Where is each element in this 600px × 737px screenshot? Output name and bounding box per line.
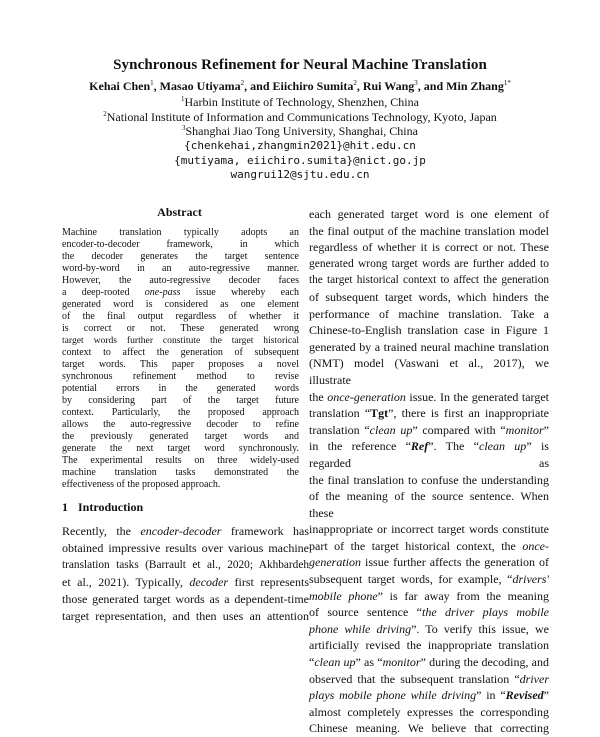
abstract-line: word-by-word in an auto-regressive manner. (62, 263, 299, 274)
body-line: part of the target historical context, the once- (309, 538, 549, 553)
abstract-line (62, 287, 299, 299)
abstract-text: a deep-rooted (62, 287, 145, 298)
affiliation (0, 110, 600, 125)
affiliation (0, 124, 600, 139)
author-affil-mark: 2 (240, 79, 245, 87)
abstract-line: is correct or not. These generated wrong (62, 323, 299, 334)
abstract-line: potential errors in the generated words (62, 383, 299, 394)
right-column-body (309, 206, 549, 737)
email-line: {mutiyama, eiichiro.sumita}@nict.go.jp (174, 154, 426, 167)
abstract-line: context. Particularly, the proposed approach (62, 407, 299, 418)
author-separator: , and (244, 79, 273, 93)
body-line: of the meaning of the source sentence. When these (309, 489, 549, 520)
intro-line: et al., 2021). Typically, decoder first represents (62, 575, 310, 589)
affiliation-text: Harbin Institute of Technology, Shenzhen, China (184, 95, 419, 109)
abstract-line: target words further constitute the target historical (62, 335, 299, 346)
body-line: generated by a trained neural machine translation (309, 339, 549, 354)
body-line: translation “Tgt”, there is first an inappropriate (309, 406, 549, 421)
intro-line: Recently, the encoder-decoder framework has (62, 524, 310, 538)
abstract-body (62, 227, 299, 491)
body-line: inappropriate or incorrect target words constitute (309, 522, 549, 537)
body-line: generated wrong target words are further added to (309, 257, 549, 270)
author-list (0, 79, 600, 94)
email-line: {chenkehai,zhangmin2021}@hit.edu.cn (184, 139, 416, 152)
author-name: Eiichiro Sumita (272, 79, 354, 93)
author-name: Kehai Chen (89, 79, 151, 93)
affiliation-mark: 3 (182, 124, 186, 132)
body-line: the once-generation issue. In the generated target (309, 389, 549, 404)
abstract-emphasis: one-pass (144, 287, 181, 298)
author-affil-mark: 1* (503, 79, 511, 87)
body-line: “clean up” as “monitor” during the decoding, and (309, 655, 549, 670)
author-affil-mark: 3 (414, 79, 418, 87)
abstract-line: The experimental results on three widely-used (62, 455, 299, 466)
body-line: observed that the subsequent translation “driver (309, 671, 549, 686)
body-line: each generated target word is one element of (309, 207, 549, 221)
body-line: in the reference “Ref”. The “clean up” is regarded as (309, 439, 549, 470)
paper-title: Synchronous Refinement for Neural Machine Translation (113, 57, 487, 73)
affiliation-text: Shanghai Jiao Tong University, Shanghai, China (185, 124, 418, 138)
body-line: regardless of whether it is correct or not. These (309, 240, 549, 255)
intro-line: target representation, and then uses an attention (62, 609, 309, 623)
affiliation (0, 95, 600, 110)
body-line: artificially revised the inappropriate translation (309, 638, 549, 653)
body-line: translation “clean up” compared with “monitor” (309, 422, 549, 437)
section-title: Introduction (78, 500, 144, 514)
abstract-line: machine translation tasks demonstrated the (62, 467, 299, 478)
abstract-line: of the final output regardless of whether it (62, 311, 299, 322)
intro-line: translation tasks (Barrault et al., 2020; Akhbardeh (62, 559, 309, 571)
abstract-line: generate the next target word synchronously. (62, 443, 299, 454)
body-line: phone while driving”. To verify this issue, we (309, 621, 549, 636)
body-line: (NMT) model (Vaswani et al., 2017), we illustrate (309, 356, 549, 387)
affiliation-mark: 1 (181, 95, 185, 103)
author-affil-mark: 1 (150, 79, 154, 87)
body-line: of source sentence “the driver plays mobile (309, 605, 549, 620)
body-line: plays mobile phone while driving” in “Revised” (309, 688, 549, 703)
abstract-line: encoder-to-decoder framework, in which (62, 239, 299, 250)
author-name: Masao Utiyama (159, 79, 241, 93)
author-name: Min Zhang (446, 79, 504, 93)
body-line: performance of machine translation. Take a (309, 306, 549, 321)
intro-line: those generated target words as a dependent-time (62, 592, 309, 606)
abstract-line: context to affect the generation of subsequent (62, 347, 299, 358)
body-line: subsequent target words, for example, “drivers' (309, 572, 549, 587)
abstract-line: the decoder generates the target sentence (62, 251, 299, 262)
abstract-text: issue whereby each (180, 287, 299, 298)
abstract-line: Machine translation typically adopts an (62, 227, 299, 238)
author-separator: , (153, 79, 160, 93)
body-line: the target historical context to affect the generation (309, 274, 549, 287)
abstract-line: the previously generated target words and (62, 431, 299, 442)
abstract-line: However, the auto-regressive decoder faces (62, 275, 299, 286)
affiliation-mark: 2 (103, 110, 107, 118)
abstract-line: allows the auto-regressive decoder to refine (62, 419, 299, 430)
author-affil-mark: 2 (353, 79, 357, 87)
abstract-heading: Abstract (157, 205, 202, 219)
body-line: almost completely expresses the corresponding (309, 704, 549, 719)
email-line: wangrui12@sjtu.edu.cn (230, 168, 370, 181)
author-name: Rui Wang (362, 79, 415, 93)
abstract-line: target words. This paper proposes a novel (62, 359, 299, 370)
author-separator: , (356, 79, 363, 93)
abstract-line: synchronous refinement method to revise (62, 371, 299, 382)
body-line: the final translation to confuse the understanding (309, 472, 549, 487)
body-line: mobile phone” is far away from the meaning (309, 588, 549, 603)
author-separator: , and (417, 79, 447, 93)
body-line: of subsequent target words, which hinders the (309, 289, 549, 304)
body-line: the final output of the machine translation model (309, 223, 549, 238)
body-line: Chinese-to-English translation case in Figure 1 (309, 323, 549, 338)
section-heading (62, 500, 143, 515)
abstract-line: generated word is considered as one element (62, 299, 299, 310)
affiliation-text: National Institute of Information and Communications Technology, Kyoto, Japan (106, 110, 497, 124)
intro-line: obtained impressive results over various machine (62, 541, 309, 555)
section-number: 1 (62, 500, 68, 514)
body-line: Chinese meaning. We believe that correcting (309, 721, 549, 736)
introduction-body (62, 523, 309, 625)
abstract-line: by considering part of the target future (62, 395, 299, 406)
body-line: generation issue further affects the generation of (309, 555, 549, 570)
abstract-line: effectiveness of the proposed approach. (62, 479, 221, 490)
